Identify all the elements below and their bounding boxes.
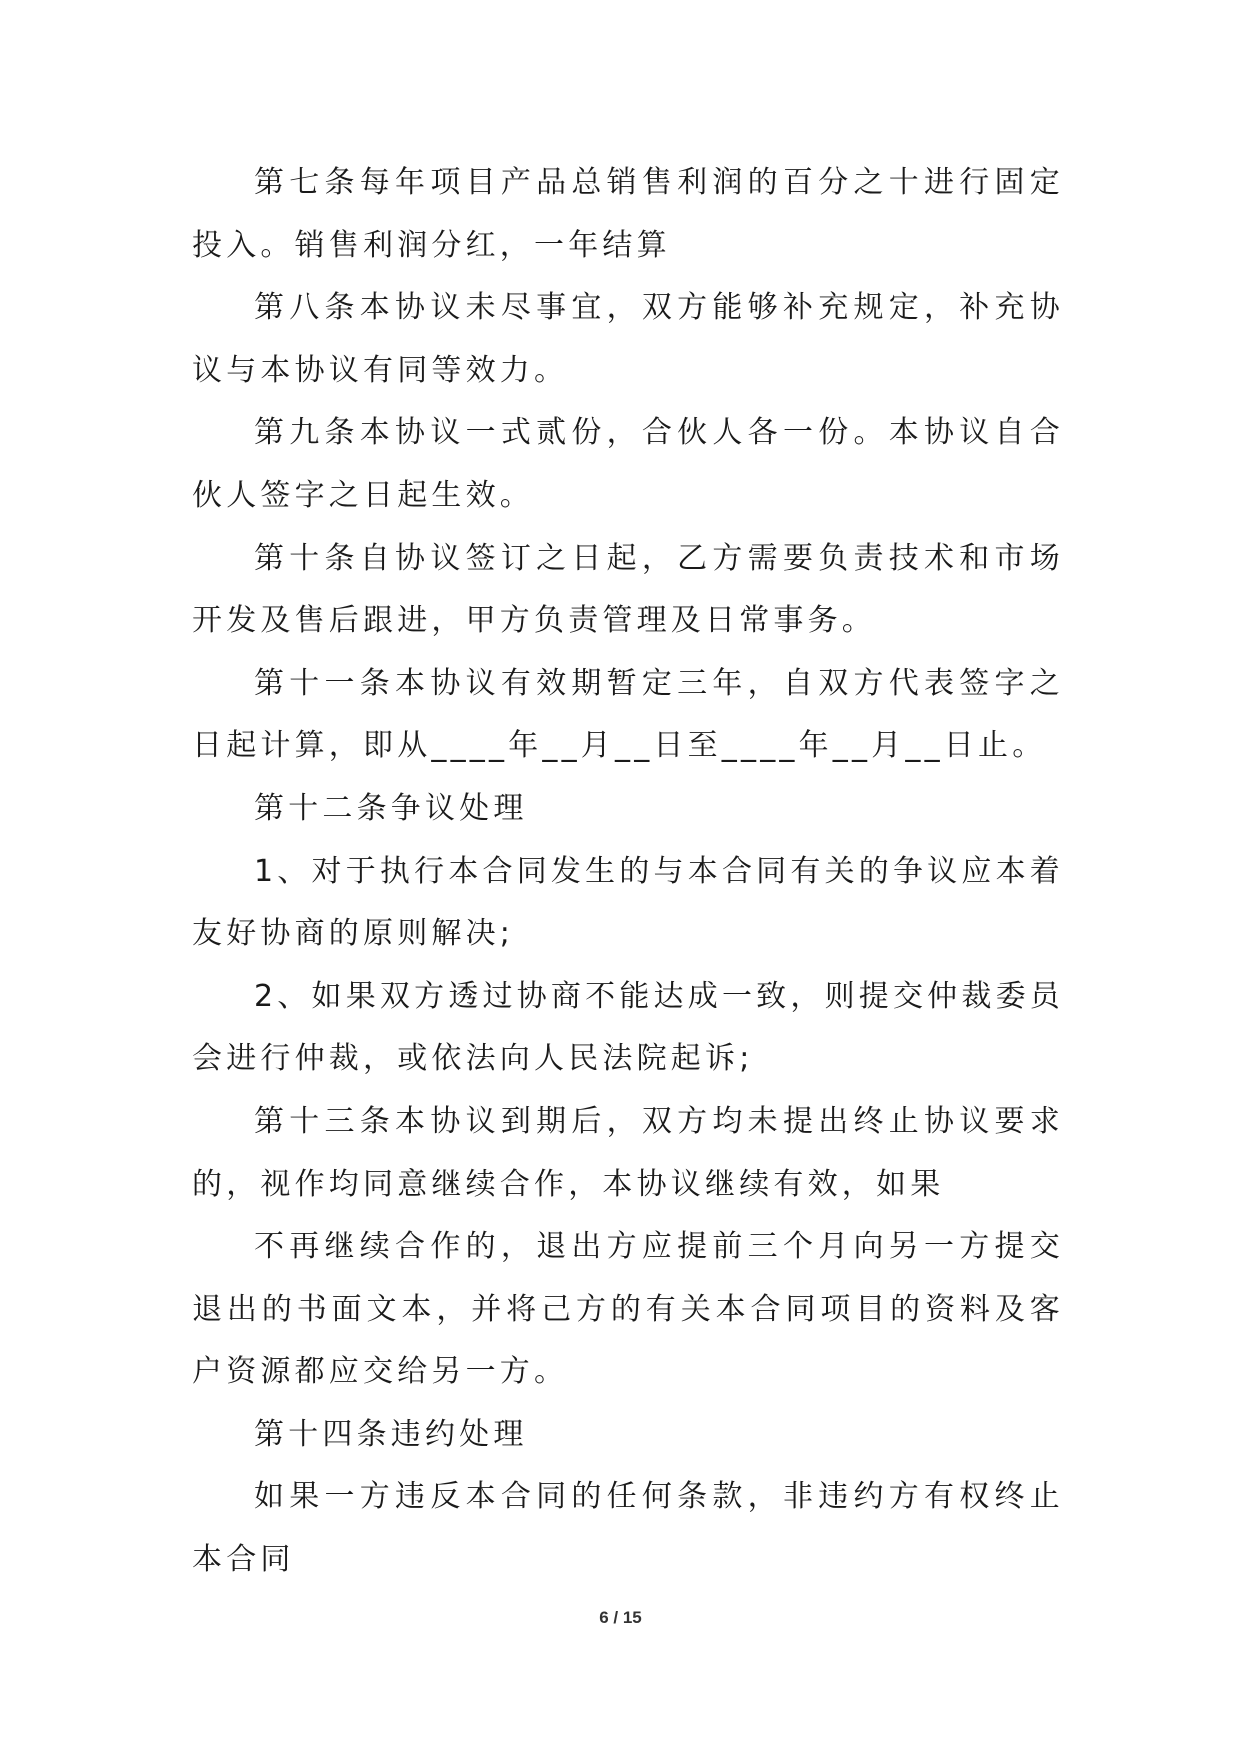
paragraph-article-12-item-1: 1、对于执行本合同发生的与本合同有关的争议应本着友好协商的原则解决; [192, 853, 1064, 952]
paragraph-article-14-body: 如果一方违反本合同的任何条款，非违约方有权终止本合同 [192, 1479, 1064, 1578]
paragraph-article-8: 第八条本协议未尽事宜，双方能够补充规定，补充协议与本协议有同等效力。 [192, 290, 1064, 388]
paragraph-article-7: 第七条每年项目产品总销售利润的百分之十进行固定投入。销售利润分红，一年结算 [192, 165, 1064, 263]
paragraph-article-14-heading: 第十四条违约处理 [254, 1416, 528, 1452]
paragraph-article-12-heading: 第十二条争议处理 [254, 790, 528, 826]
paragraph-article-12-item-2: 2、如果双方透过协商不能达成一致，则提交仲裁委员会进行仲裁，或依法向人民法院起诉; [192, 978, 1064, 1077]
document-body [192, 152, 1064, 1592]
paragraph-article-10: 第十条自协议签订之日起，乙方需要负责技术和市场开发及售后跟进，甲方负责管理及日常事务。 [192, 540, 1064, 639]
paragraph-article-13-continued: 不再继续合作的，退出方应提前三个月向另一方提交退出的书面文本，并将己方的有关本合同项目的资料及客户资源都应交给另一方。 [192, 1229, 1064, 1390]
paragraph-article-11: 第十一条本协议有效期暂定三年，自双方代表签字之日起计算，即从____年__月__日至____年__月__日止。 [192, 665, 1064, 764]
paragraph-article-9: 第九条本协议一式贰份，合伙人各一份。本协议自合伙人签字之日起生效。 [192, 415, 1064, 513]
paragraph-article-13: 第十三条本协议到期后，双方均未提出终止协议要求的，视作均同意继续合作，本协议继续有效，如果 [192, 1103, 1064, 1202]
page-number: 6 / 15 [599, 1608, 642, 1627]
